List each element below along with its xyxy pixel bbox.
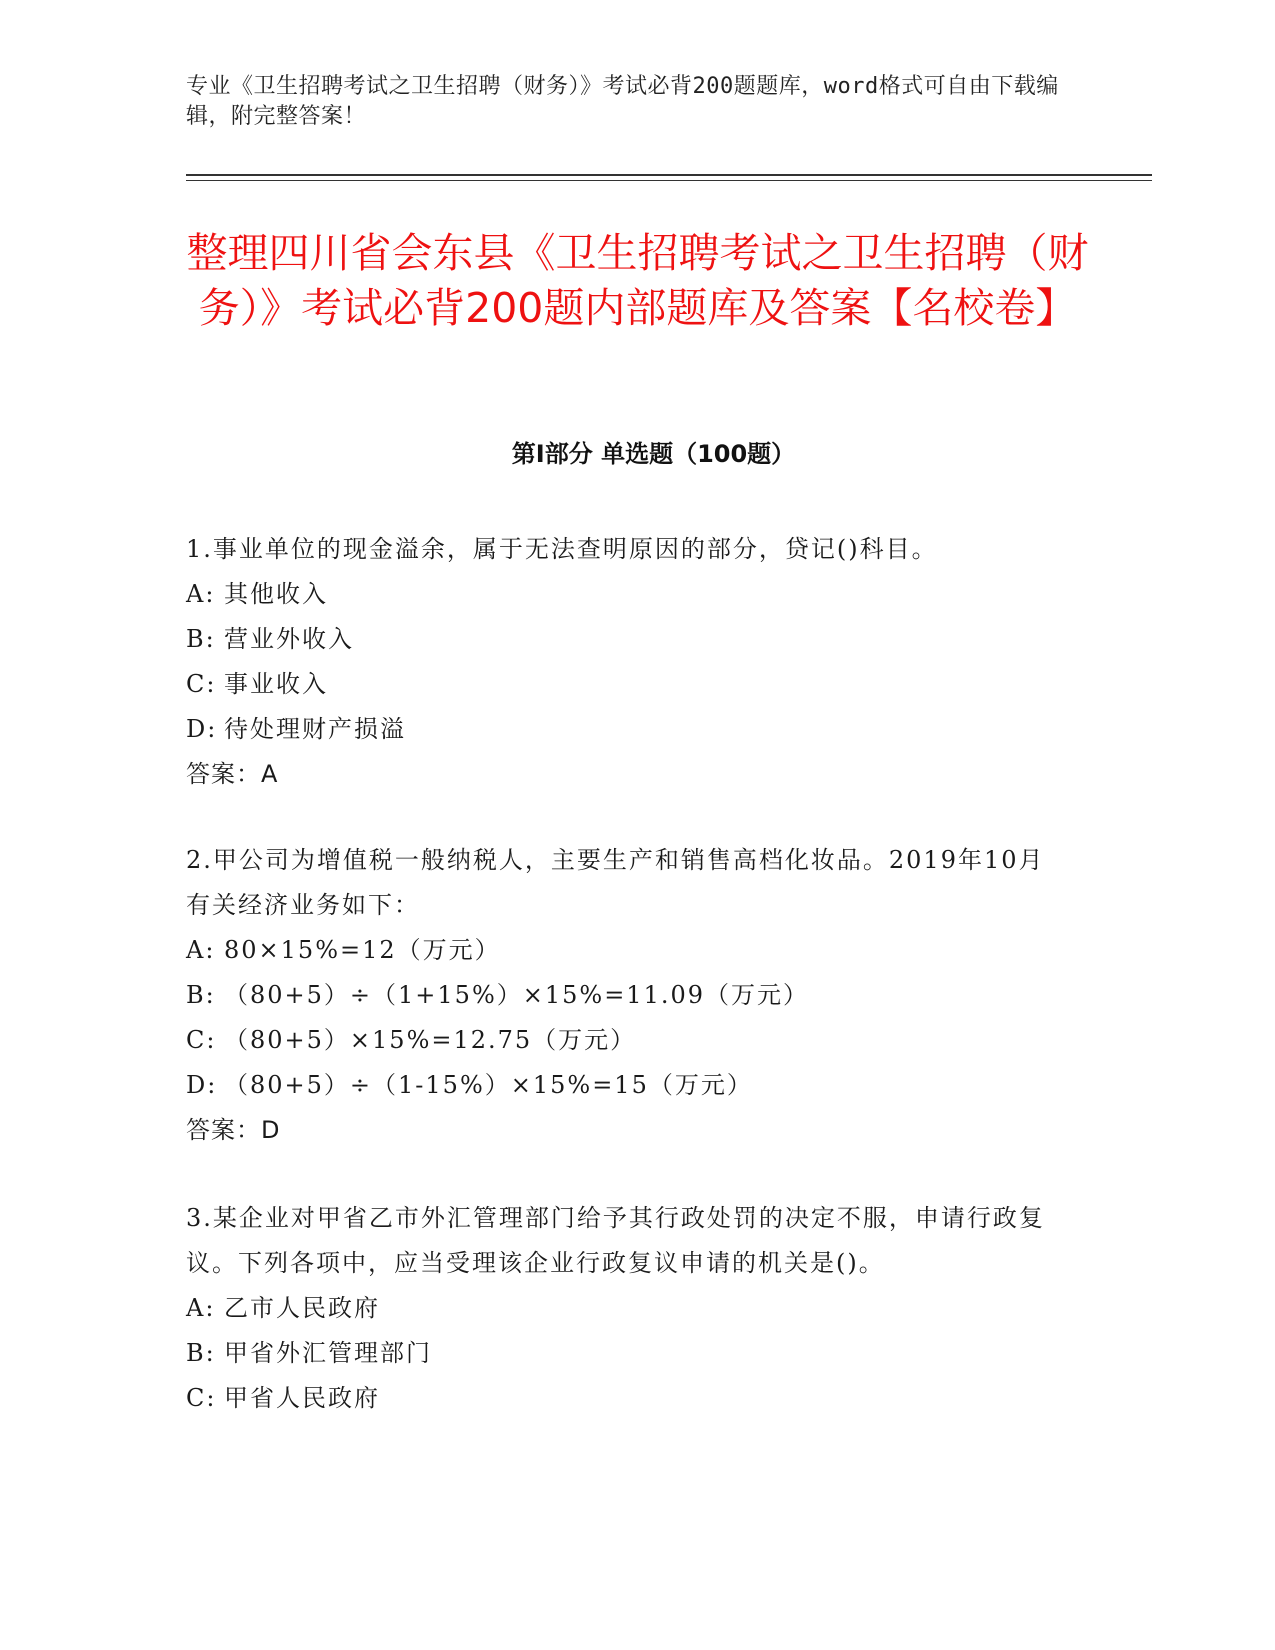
option-c <box>186 1376 1066 1421</box>
option-text: 待处理财产损溢 <box>224 715 406 743</box>
section-title: 第Ⅰ部分 单选题（100题） <box>511 440 796 468</box>
header-divider-thick <box>186 174 1152 176</box>
header-divider-thin <box>186 180 1152 181</box>
option-letter: B: <box>186 625 216 653</box>
option-text: （80+5）÷（1-15%）×15%=15（万元） <box>224 1071 753 1099</box>
option-text: 甲省外汇管理部门 <box>224 1339 432 1367</box>
answer: 答案：A <box>186 760 279 788</box>
option-letter: D: <box>186 1071 218 1099</box>
option-letter: C: <box>186 670 217 698</box>
option-letter: A: <box>186 936 216 964</box>
option-c <box>186 662 1066 707</box>
option-b <box>186 1331 1066 1376</box>
option-a <box>186 928 1066 973</box>
question-3 <box>186 1196 1066 1421</box>
option-text: 乙市人民政府 <box>224 1294 380 1322</box>
option-letter: A: <box>186 1294 216 1322</box>
document-title: 整理四川省会东县《卫生招聘考试之卫生招聘（财务）》考试必背200题内部题库及答案【名校卷】 <box>186 229 1089 332</box>
option-a <box>186 572 1066 617</box>
option-text: 事业收入 <box>224 670 328 698</box>
option-text: 80×15%=12（万元） <box>224 936 501 964</box>
header-note: 专业《卫生招聘考试之卫生招聘（财务）》考试必背200题题库，word格式可自由下载编辑，附完整答案！ <box>186 74 1059 129</box>
question-stem: 3.某企业对甲省乙市外汇管理部门给予其行政处罚的决定不服，申请行政复议。下列各项中，应当受理该企业行政复议申请的机关是()。 <box>186 1204 1045 1277</box>
option-letter: C: <box>186 1384 217 1412</box>
question-stem: 1.事业单位的现金溢余，属于无法查明原因的部分，贷记()科目。 <box>186 535 938 563</box>
option-d <box>186 707 1066 752</box>
option-a <box>186 1286 1066 1331</box>
option-letter: D: <box>186 715 218 743</box>
option-letter: B: <box>186 1339 216 1367</box>
option-text: （80+5）÷（1+15%）×15%=11.09（万元） <box>224 981 810 1009</box>
option-b <box>186 973 1066 1018</box>
option-b <box>186 617 1066 662</box>
option-text: （80+5）×15%=12.75（万元） <box>224 1026 637 1054</box>
question-2 <box>186 838 1066 1153</box>
question-stem: 2.甲公司为增值税一般纳税人，主要生产和销售高档化妆品。2019年10月有关经济业务如下： <box>186 846 1045 919</box>
question-1 <box>186 527 1066 797</box>
option-letter: A: <box>186 580 216 608</box>
option-letter: C: <box>186 1026 217 1054</box>
answer: 答案：D <box>186 1116 281 1144</box>
option-c <box>186 1018 1066 1063</box>
option-text: 营业外收入 <box>224 625 354 653</box>
option-d <box>186 1063 1066 1108</box>
option-letter: B: <box>186 981 216 1009</box>
option-text: 甲省人民政府 <box>224 1384 380 1412</box>
option-text: 其他收入 <box>224 580 328 608</box>
